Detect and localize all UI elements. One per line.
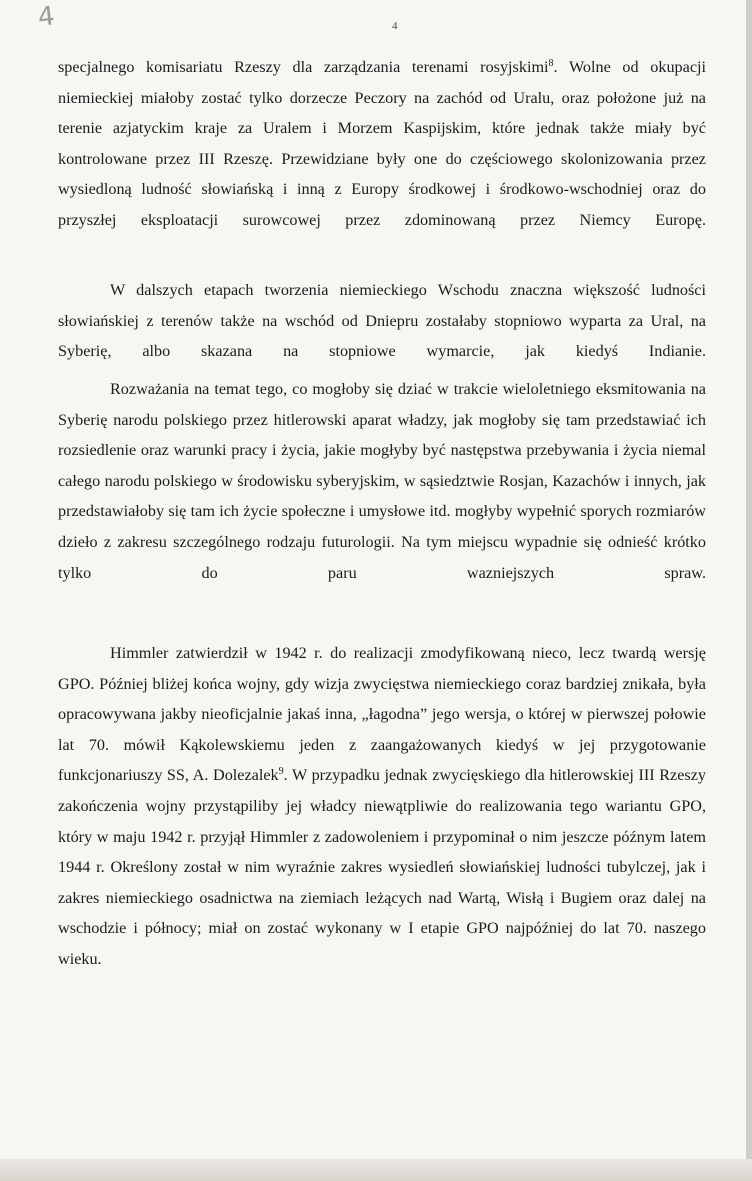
handwritten-page-mark: 4 (36, 1, 57, 33)
page-number: 4 (392, 20, 398, 32)
paragraph-3: Rozważania na temat tego, co mogłoby się dziać w trakcie wieloletniego eksmitowania na Syberię narodu polskiego przez hitlerowski aparat władzy, jak mogłoby się tam przedstawiać ich rozsiedlenie oraz warunki pracy i życia, jakie mogłyby być następstwa przebywania i życia niemal całego narodu polskiego w środowisku syberyjskim, w sąsiedztwie Rosjan, Kazachów i innych, jak przedstawiałoby się tam ich życie społeczne i umysłowe itd. mogłyby wypełnić sporych rozmiarów dzieło z zakresu szczególnego rodzaju futurologii. Na tym miejscu wypadnie się odnieść krótko tylko do paru wazniejszych spraw. (58, 380, 706, 582)
footnote-ref-9: 9 (278, 766, 284, 778)
paragraph-1 (58, 52, 706, 236)
footnote-ref-8: 8 (548, 58, 554, 69)
paragraph-4-text-b: . W przypadku jednak zwycięskiego dla hitlerowskiej III Rzeszy zakończenia wojny przystąpiliby jej władcy niewątpliwie do realizowania tego wariantu GPO, który w maju 1942 r. przyjął Himmler z zadowoleniem i przypominał o nim jeszcze późnym latem 1944 r. Określony został w nim wyraźnie zakres wysiedleń słowiańskiej ludności tubylczej, jak i zakres niemieckiego osadnictwa na ziemiach leżących nad Wartą, Wisłą i Bugiem oraz dalej na wschodzie i północy; miał on zostać wykonany w I etapie GPO najpóźniej do lat 70. naszego wieku. (58, 766, 706, 968)
page-bottom-shadow (0, 1159, 752, 1181)
paragraph-1-text-b: . Wolne od okupacji niemieckiej miałoby zostać tylko dorzecze Peczory na zachód od Uralu, oraz położone już na terenie azjatyckim kraje za Uralem i Morzem Kaspijskim, które jednak także miały być kontrolowane przez III Rzeszę. Przewidziane były one do częściowego skolonizowania przez wysiedloną ludność słowiańską i inną z Europy środkowej i środkowo-wschodniej oraz do przyszłej eksploatacji surowcowej przez zdominowaną przez Niemcy Europę. (58, 58, 706, 229)
paragraph-4 (58, 638, 706, 975)
paragraph-1-text-a: specjalnego komisariatu Rzeszy dla zarządzania terenami rosyjskimi (58, 58, 549, 76)
paragraph-4-text-a: Himmler zatwierdził w 1942 r. do realizacji zmodyfikowaną nieco, lecz twardą wersję GPO. Później bliżej końca wojny, gdy wizja zwycięstwa niemieckiego coraz bardziej znikała, była opracowywana jakby nieoficjalnie jakaś inna, „łagodna” jego wersja, o której w pierwszej połowie lat 70. mówił Kąkolewskiemu jeden z zaangażowanych kiedyś w jej przygotowanie funkcjonariuszy SS, A. Dolezalek (58, 644, 706, 785)
page-edge-shadow (746, 0, 752, 1181)
paragraph-2: W dalszych etapach tworzenia niemieckiego Wschodu znaczna większość ludności słowiańskiej z terenów także na wschód od Dniepru zostałaby stopniowo wyparta za Ural, na Syberię, albo skazana na stopniowe wymarcie, jak kiedyś Indianie. (58, 281, 706, 361)
